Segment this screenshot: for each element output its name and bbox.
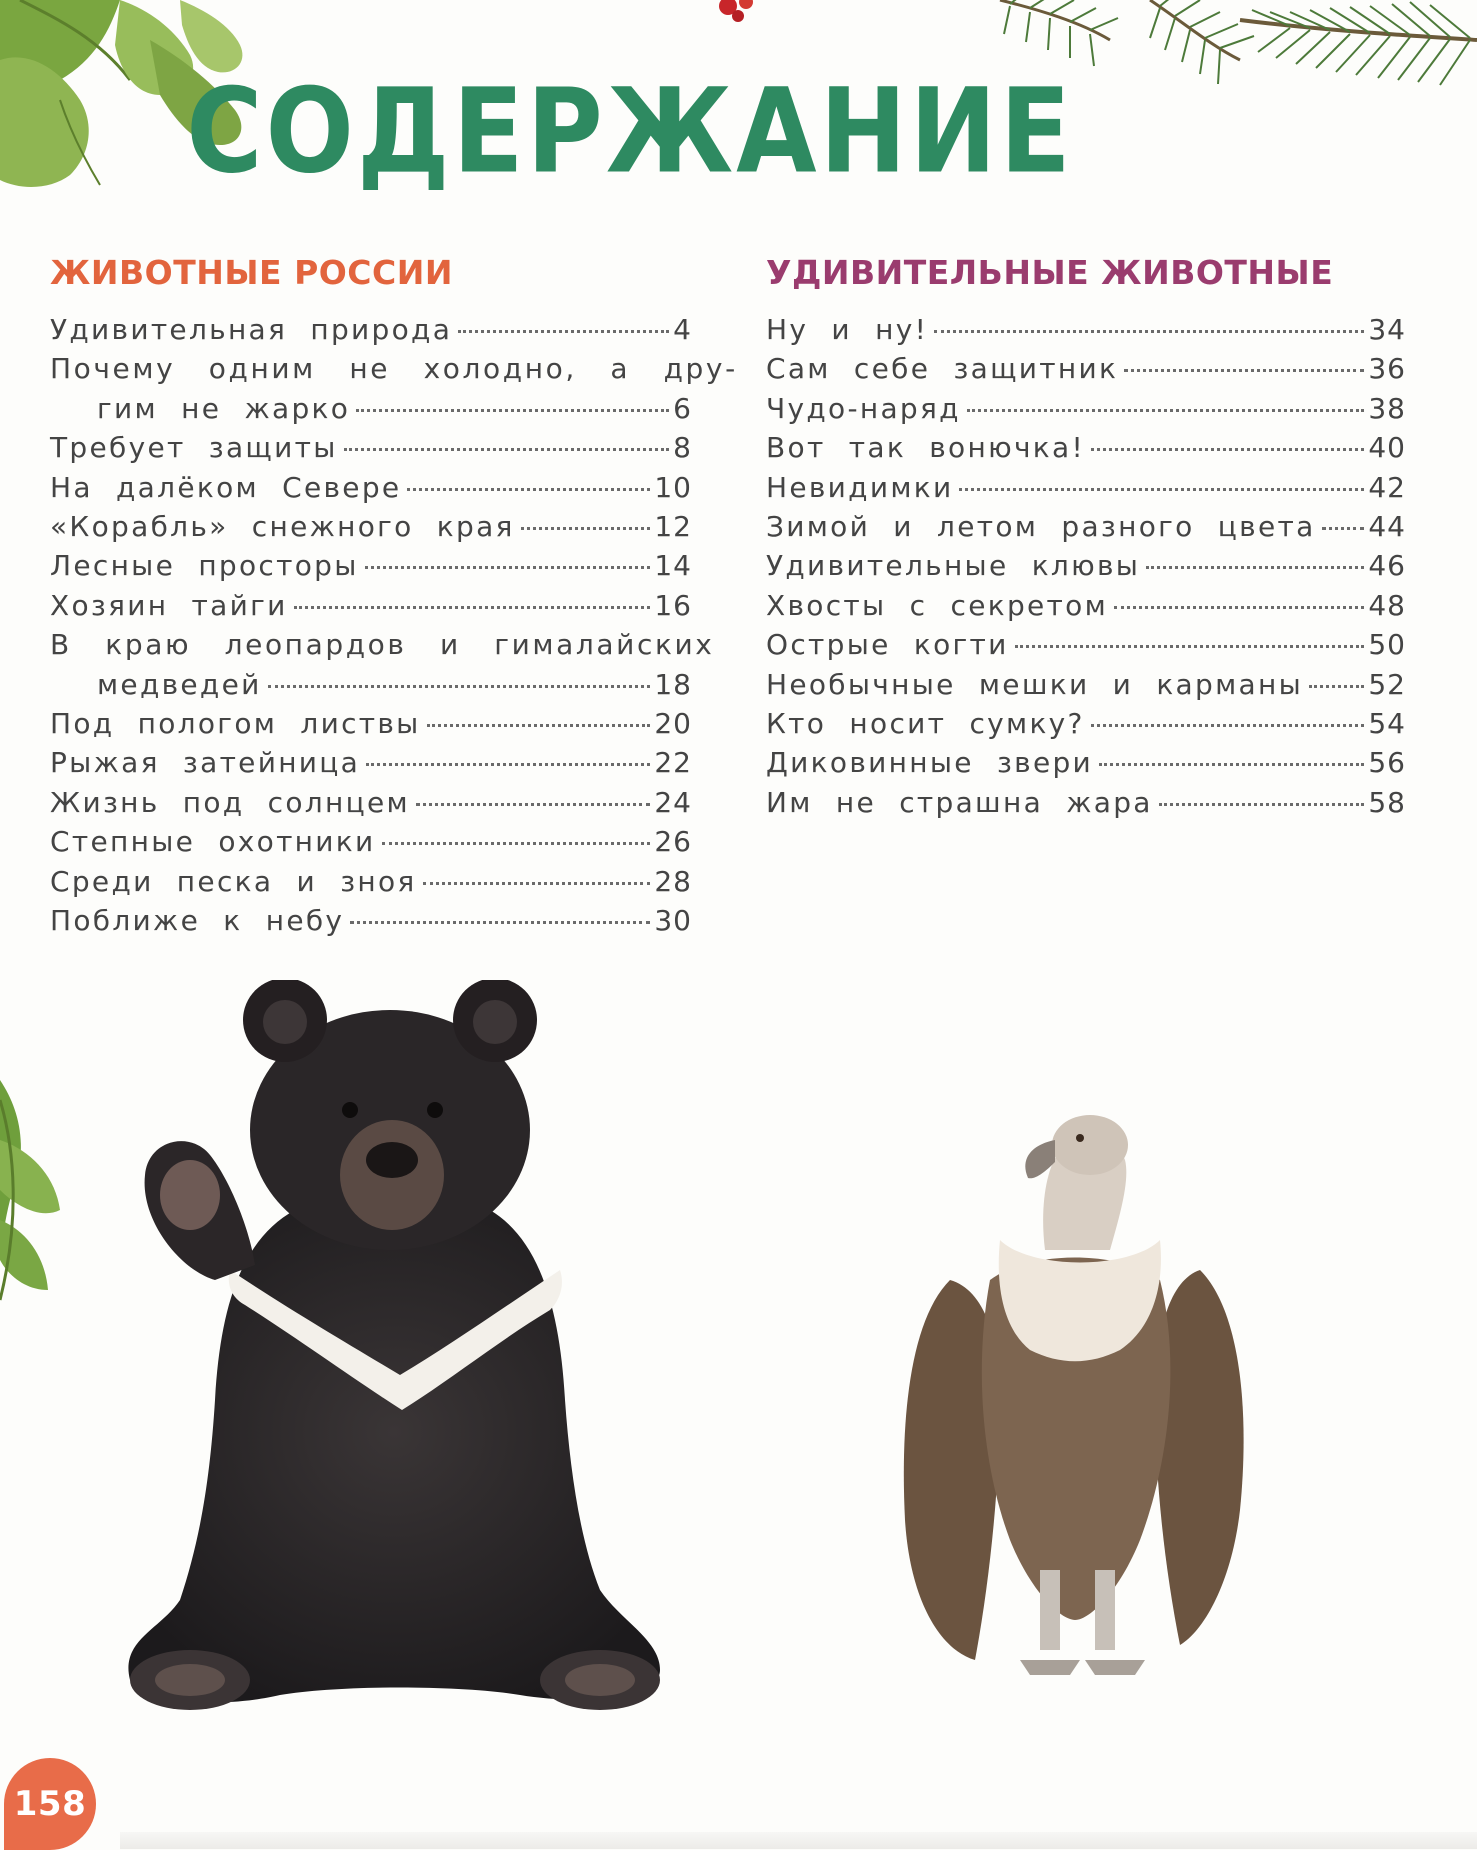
page-number-badge: 158 [4, 1758, 96, 1850]
toc-entry-page: 36 [1368, 352, 1406, 386]
toc-entry-title: Среди песка и зноя [50, 864, 417, 898]
toc-leader-dots [521, 527, 651, 530]
toc-leader-dots [934, 330, 1364, 333]
toc-entry-page: 6 [673, 391, 692, 425]
toc-entry-page: 26 [654, 825, 692, 859]
toc-list-right [766, 310, 1406, 822]
toc-entry [50, 428, 692, 467]
toc-entry-title: Почему одним не холодно, а дру- [50, 352, 738, 386]
toc-entry-page: 58 [1368, 785, 1406, 819]
toc-entry-page: 14 [654, 549, 692, 583]
toc-entry-title: Удивительная природа [50, 313, 453, 346]
toc-entry-page: 40 [1368, 431, 1406, 465]
toc-leader-dots [1114, 606, 1364, 609]
section-heading-animals-of-russia: ЖИВОТНЫЕ РОССИИ [50, 253, 453, 292]
toc-entry-title: Чудо-наряд [766, 391, 961, 425]
toc-entry-title: Лесные просторы [50, 549, 359, 583]
toc-entry-page: 30 [654, 904, 692, 938]
toc-entry-title: Зимой и летом разного цвета [766, 510, 1316, 544]
toc-leader-dots [294, 606, 651, 609]
toc-entry-title: Необычные мешки и карманы [766, 667, 1303, 701]
bear-image [120, 980, 680, 1720]
toc-entry-page: 22 [654, 746, 692, 780]
page-edge [120, 1832, 1477, 1849]
toc-entry-page: 24 [654, 785, 692, 819]
toc-entry-title: Удивительные клювы [766, 549, 1141, 583]
toc-leader-dots [268, 685, 651, 688]
toc-entry-page: 56 [1368, 746, 1406, 780]
toc-leader-dots [416, 803, 650, 806]
toc-entry [766, 546, 1406, 585]
toc-leader-dots [1091, 724, 1365, 727]
toc-leader-dots [1091, 448, 1364, 451]
toc-entry-page: 42 [1368, 470, 1406, 504]
toc-entry-title: Невидимки [766, 470, 954, 504]
toc-entry [50, 389, 692, 428]
toc-entry [50, 586, 692, 625]
toc-leader-dots [366, 763, 650, 766]
toc-entry-title: Рыжая затейница [50, 746, 361, 780]
toc-column-animals-of-russia [50, 248, 738, 941]
toc-entry [50, 665, 692, 704]
toc-entry-title: Под пологом листвы [50, 707, 421, 741]
page-title: СОДЕРЖАНИЕ [186, 62, 1074, 200]
toc-entry-title: В краю леопардов и гималайских [50, 628, 715, 662]
toc-entry [766, 783, 1406, 822]
toc-entry-page: 16 [654, 588, 692, 622]
toc-entry [766, 468, 1406, 507]
toc-entry-title: Жизнь под солнцем [50, 785, 410, 819]
toc-entry [766, 665, 1406, 704]
toc-leader-dots [967, 409, 1365, 412]
toc-entry [766, 586, 1406, 625]
toc-entry-page: 12 [654, 510, 692, 544]
toc-entry-page: 10 [654, 470, 692, 504]
toc-entry-title: Хозяин тайги [50, 588, 288, 622]
toc-entry-page: 28 [654, 864, 692, 898]
toc-entry [50, 625, 715, 664]
toc-entry [50, 468, 692, 507]
toc-entry [50, 507, 692, 546]
toc-entry [766, 743, 1406, 782]
toc-entry [766, 389, 1406, 428]
vulture-image [880, 1100, 1260, 1700]
toc-entry-title: На далёком Севере [50, 470, 402, 504]
toc-entry [50, 349, 738, 388]
toc-leader-dots [350, 921, 650, 924]
toc-leader-dots [427, 724, 651, 727]
toc-entry-title: «Корабль» снежного края [50, 510, 515, 544]
toc-entry-page: 4 [673, 313, 692, 346]
toc-leader-dots [1099, 763, 1364, 766]
toc-entry-page: 44 [1368, 510, 1406, 544]
toc-entry-title: гим не жарко [97, 391, 351, 425]
side-leaves-decoration [0, 1080, 80, 1310]
toc-entry [766, 625, 1406, 664]
toc-entry [766, 428, 1406, 467]
toc-entry-title: Острые когти [766, 628, 1009, 662]
toc-entry [50, 310, 692, 349]
toc-leader-dots [1146, 566, 1364, 569]
toc-leader-dots [344, 448, 670, 451]
toc-entry-page: 34 [1368, 313, 1406, 346]
toc-entry-title: Вот так вонючка! [766, 431, 1085, 465]
toc-entry-page: 50 [1368, 628, 1406, 662]
toc-leader-dots [382, 842, 651, 845]
toc-entry [50, 822, 692, 861]
toc-entry [50, 743, 692, 782]
toc-leader-dots [458, 330, 669, 333]
toc-entry [766, 507, 1406, 546]
toc-leader-dots [1309, 685, 1364, 688]
toc-leader-dots [959, 488, 1364, 491]
toc-list-left [50, 310, 738, 941]
berries-icon [719, 0, 753, 22]
toc-entry [50, 546, 692, 585]
toc-entry-page: 54 [1368, 707, 1406, 741]
toc-entry-page: 8 [673, 431, 692, 465]
toc-entry-page: 46 [1368, 549, 1406, 583]
section-heading-amazing-animals: УДИВИТЕЛЬНЫЕ ЖИВОТНЫЕ [766, 253, 1334, 292]
toc-entry-title: Кто носит сумку? [766, 707, 1085, 741]
toc-entry-title: медведей [97, 667, 262, 701]
toc-entry-title: Диковинные звери [766, 746, 1094, 780]
toc-entry [50, 901, 692, 940]
toc-entry [50, 783, 692, 822]
toc-entry-page: 20 [654, 707, 692, 741]
toc-leader-dots [407, 488, 650, 491]
toc-entry-title: Хвосты с секретом [766, 588, 1109, 622]
toc-entry [766, 704, 1406, 743]
toc-leader-dots [1322, 527, 1365, 530]
toc-entry-page: 48 [1368, 588, 1406, 622]
toc-leader-dots [1015, 645, 1365, 648]
toc-leader-dots [1159, 803, 1365, 806]
toc-entry-title: Степные охотники [50, 825, 376, 859]
toc-leader-dots [1124, 369, 1364, 372]
toc-entry-title: Сам себе защитник [766, 352, 1119, 386]
toc-entry-title: Требует защиты [50, 431, 338, 465]
toc-leader-dots [423, 882, 651, 885]
toc-leader-dots [365, 566, 651, 569]
toc-entry [766, 310, 1406, 349]
toc-entry-page: 18 [654, 667, 692, 701]
toc-leader-dots [356, 409, 669, 412]
toc-entry [50, 862, 692, 901]
toc-entry [766, 349, 1406, 388]
toc-entry-page: 52 [1368, 667, 1406, 701]
toc-entry [50, 704, 692, 743]
toc-column-amazing-animals [766, 248, 1406, 822]
toc-entry-title: Им не страшна жара [766, 785, 1153, 819]
toc-entry-title: Поближе к небу [50, 904, 345, 938]
toc-entry-page: 38 [1368, 391, 1406, 425]
toc-entry-title: Ну и ну! [766, 313, 929, 346]
